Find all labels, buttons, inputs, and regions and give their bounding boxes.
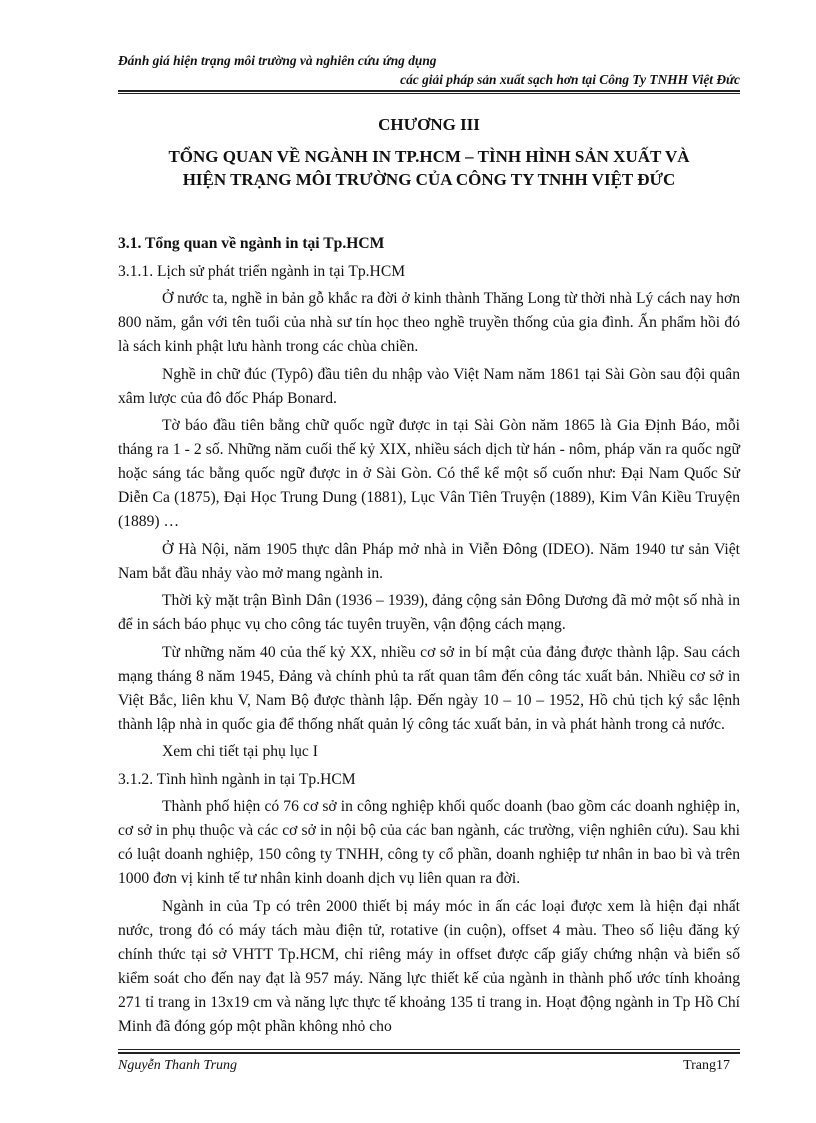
chapter-title (118, 146, 740, 191)
appendix-reference: Xem chi tiết tại phụ lục I (162, 743, 318, 760)
paragraph: Nghề in chữ đúc (Typô) đầu tiên du nhập vào Việt Nam năm 1861 tại Sài Gòn sau đội quân xâm lược của đô đốc Pháp Bonard. (118, 365, 740, 407)
body-text (118, 232, 740, 1042)
paragraph: Ở Hà Nội, năm 1905 thực dân Pháp mở nhà in Viễn Đông (IDEO). Năm 1940 tư sản Việt Nam bắt đầu nhảy vào mở mang ngành in. (118, 540, 740, 582)
footer-rule-thin (118, 1049, 740, 1050)
header-rule (118, 90, 740, 92)
header-rule-thin (118, 93, 740, 94)
paragraph: Tờ báo đầu tiên bằng chữ quốc ngữ được in tại Sài Gòn năm 1865 là Gia Định Báo, mỗi tháng ra 1 - 2 số. Những năm cuối thế kỷ XIX, nhiều sách dịch từ hán - nôm, pháp văn ra quốc ngữ hoặc sáng tác bằng quốc ngữ được in ở Sài Gòn. Có thể kể một số cuốn như: Đại Nam Quốc Sử Diễn Ca (1875), Đại Học Trung Dung (1881), Lục Vân Tiên Truyện (1889), Kim Vân Kiều Truyện (1889) … (118, 417, 740, 530)
footer-author: Nguyễn Thanh Trung (118, 1058, 238, 1073)
section-heading-3-1: 3.1. Tổng quan về ngành in tại Tp.HCM (118, 235, 385, 252)
running-header-line1: Đánh giá hiện trạng môi trường và nghiên cứu ứng dụng (118, 53, 437, 68)
subsection-heading-3-1-2: 3.1.2. Tình hình ngành in tại Tp.HCM (118, 770, 356, 788)
chapter-label: CHƯƠNG III (378, 115, 480, 134)
chapter-title-line2: HIỆN TRẠNG MÔI TRƯỜNG CỦA CÔNG TY TNHH VIỆT ĐỨC (182, 169, 676, 189)
paragraph: Từ những năm 40 của thế kỷ XX, nhiều cơ sở in bí mật của đảng được thành lập. Sau cách mạng tháng 8 năm 1945, Đảng và chính phủ ta rất quan tâm đến công tác xuất bản. Nhiều cơ sở in Việt Bắc, liên khu V, Nam Bộ được thành lập. Đến ngày 10 – 10 – 1952, Hồ chủ tịch ký sắc lệnh thành lập nhà in quốc gia để thống nhất quản lý công tác xuất bản, in và phát hành trong cả nước. (118, 643, 740, 733)
footer-rule (118, 1052, 740, 1054)
paragraph: Ở nước ta, nghề in bản gỗ khắc ra đời ở kinh thành Thăng Long từ thời nhà Lý cách nay hơn 800 năm, gắn với tên tuổi của nhà sư tín học theo nghề truyền thống của gia đình. Ấn phẩm hồi đó là sách kinh phật lưu hành trong các chùa chiền. (118, 290, 740, 355)
page-number: Trang17 (683, 1058, 730, 1073)
paragraph: Ngành in của Tp có trên 2000 thiết bị máy móc in ấn các loại được xem là hiện đại nhất nước, trong đó có máy tách màu điện tử, rotative (in cuộn), offset 4 màu. Theo số liệu đăng ký chính thức tại sở VHTT Tp.HCM, chỉ riêng máy in offset được cấp giấy chứng nhận và biển số kiểm soát cho đến nay đạt là 957 máy. Năng lực thiết kế của ngành in thành phố ước tính khoảng 271 tỉ trang in 13x19 cm và năng lực thực tế khoảng 135 tỉ trang in. Hoạt động ngành in Tp Hồ Chí Minh đã đóng góp một phần không nhỏ cho (118, 897, 740, 1035)
subsection-heading-3-1-1: 3.1.1. Lịch sử phát triển ngành in tại Tp.HCM (118, 262, 406, 280)
running-header-line2: các giải pháp sản xuất sạch hơn tại Công Ty TNHH Việt Đức (400, 72, 740, 87)
chapter-title-line1: TỔNG QUAN VỀ NGÀNH IN TP.HCM – TÌNH HÌNH SẢN XUẤT VÀ (168, 147, 690, 166)
paragraph: Thành phố hiện có 76 cơ sở in công nghiệp khối quốc doanh (bao gồm các doanh nghiệp in, cơ sở in phụ thuộc và các cơ sở in nội bộ của các ban ngành, các trường, viện nghiên cứu). Sau khi có luật doanh nghiệp, 150 công ty TNHH, công ty cổ phần, doanh nghiệp tư nhân in bao bì và trên 1000 đơn vị kinh tế tư nhân kinh doanh dịch vụ liên quan ra đời. (118, 798, 740, 887)
paragraph: Thời kỳ mặt trận Bình Dân (1936 – 1939), đảng cộng sản Đông Dương đã mở một số nhà in để in sách báo phục vụ cho công tác tuyên truyền, vận động cách mạng. (118, 592, 740, 633)
